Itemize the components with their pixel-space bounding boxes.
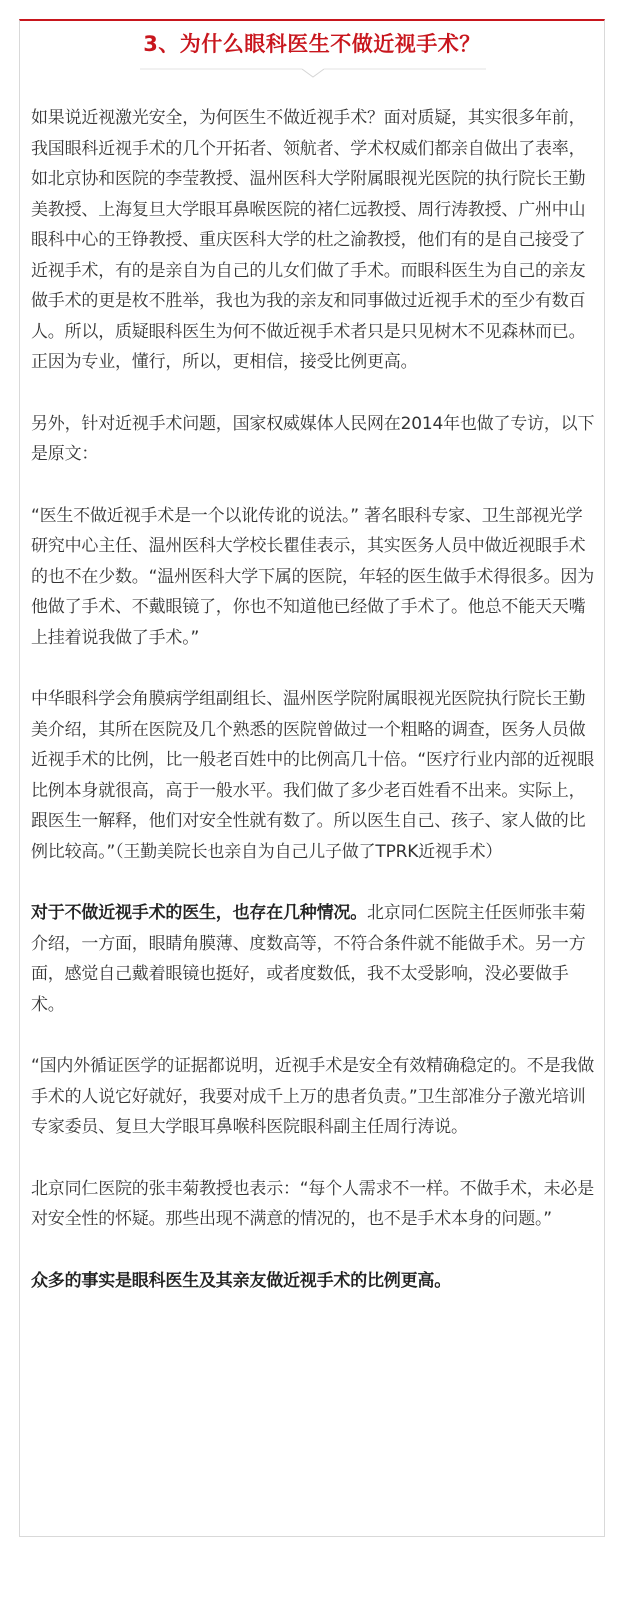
paragraph-7-text: 北京同仁医院的张丰菊教授也表示：“每个人需求不一样。不做手术，未必是对安全性的怀疑。那些出现不满意的情况的，也不是手术本身的问题。” [31, 1178, 595, 1229]
paragraph-2-text: 另外，针对近视手术问题，国家权威媒体人民网在2014年也做了专访，以下是原文： [31, 413, 595, 464]
conclusion: 众多的事实是眼科医生及其亲友做近视手术的比例更高。 [31, 1270, 451, 1291]
paragraph-5-lead: 对于不做近视手术的医生，也存在几种情况。 [31, 903, 367, 923]
paragraph-6-text: “国内外循证医学的证据都说明，近视手术是安全有效精确稳定的。不是我做手术的人说它好就好，我要对成千上万的患者负责。”卫生部准分子激光培训专家委员、复旦大学眼耳鼻喉科医院眼科副主任周行涛说。 [31, 1056, 595, 1137]
paragraph-1-text: 如果说近视激光安全，为何医生不做近视手术？面对质疑，其实很多年前，我国眼科近视手术的几个开拓者、领航者、学术权威们都亲自做出了表率，如北京协和医院的李莹教授、温州医科大学附属眼视光医院的执行院长王勤美教授、上海复旦大学眼耳鼻喉医院的褚仁远教授、周行涛教授、广州中山眼科中心的王铮教授、重庆医科大学的杜之渝教授，他们有的是自己接受了近视手术，有的是亲自为自己的儿女们做了手术。而眼科医生为自己的亲友做手术的更是枚不胜举，我也为我的亲友和同事做过近视手术的至少有数百人。所以，质疑眼科医生为何不做近视手术者只是只见树木不见森林而已。正因为专业，懂行，所以，更相信，接受比例更高。 [31, 108, 586, 372]
article-body [31, 103, 597, 1327]
paragraph-5 [31, 898, 597, 1020]
paragraph-5-text: 北京同仁医院主任医师张丰菊介绍，一方面，眼睛角膜薄、度数高等，不符合条件就不能做手术。另一方面，感觉自己戴着眼镜也挺好，或者度数低，我不太受影响，没必要做手术。 [31, 903, 586, 1015]
paragraph-6-quote [31, 1051, 597, 1143]
paragraph-2 [31, 409, 597, 470]
paragraph-4-text: 中华眼科学会角膜病学组副组长、温州医学院附属眼视光医院执行院长王勤美介绍，其所在医院及几个熟悉的医院曾做过一个粗略的调查，医务人员做近视手术的比例，比一般老百姓中的比例高几十倍。“医疗行业内部的近视眼比例本身就很高，高于一般水平。我们做了多少老百姓看不出来。实际上，跟医生一解释，他们对安全性就有数了。所以医生自己、孩子、家人做的比例比较高。”（王勤美院长也亲自为自己儿子做了TPRK近视手术） [31, 689, 595, 862]
title-divider [140, 65, 486, 79]
section-title: 3、为什么眼科医生不做近视手术？ [143, 32, 481, 56]
article-card [19, 19, 605, 1537]
paragraph-4 [31, 684, 597, 867]
paragraph-7 [31, 1174, 597, 1235]
paragraph-3-text: “医生不做近视手术是一个以讹传讹的说法。” 著名眼科专家、卫生部视光学研究中心主任、温州医科大学校长瞿佳表示，其实医务人员中做近视眼手术的也不在少数。“温州医科大学下属的医院，年轻的医生做手术得很多。因为他做了手术、不戴眼镜了，你也不知道他已经做了手术了。他总不能天天嘴上挂着说我做了手术。” [31, 505, 595, 648]
paragraph-3-quote [31, 501, 597, 654]
paragraph-1 [31, 103, 597, 378]
